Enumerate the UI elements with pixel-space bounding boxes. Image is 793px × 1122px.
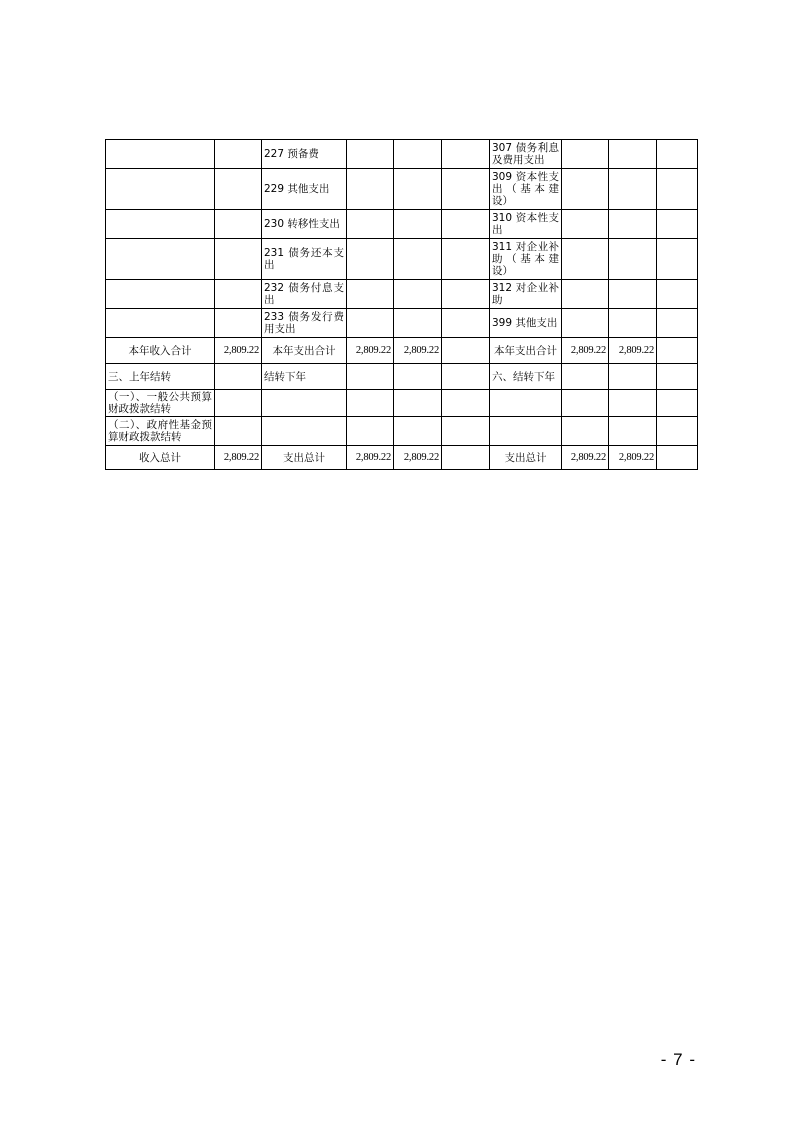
table-row — [106, 309, 698, 338]
annual-expense-total-label: 本年支出合计 — [262, 338, 347, 364]
empty-cell — [394, 364, 442, 390]
next-year-carryover-label: 结转下年 — [262, 364, 347, 390]
empty-cell — [609, 210, 657, 239]
empty-cell — [394, 280, 442, 309]
empty-cell — [657, 280, 698, 309]
empty-cell — [106, 210, 215, 239]
empty-cell — [657, 390, 698, 417]
expense-item-310: 310 资本性支出 — [490, 210, 562, 239]
empty-cell — [262, 417, 347, 446]
empty-cell — [347, 140, 394, 169]
budget-table — [105, 139, 698, 470]
grand-expense-total-value: 2,809.22 — [347, 446, 394, 470]
empty-cell — [562, 169, 609, 210]
empty-cell — [657, 417, 698, 446]
expense-item-312: 312 对企业补助 — [490, 280, 562, 309]
expense-item-229: 229 其他支出 — [262, 169, 347, 210]
grand-expense-total-value-right: 2,809.22 — [562, 446, 609, 470]
annual-income-total-label: 本年收入合计 — [106, 338, 215, 364]
empty-cell — [609, 280, 657, 309]
empty-cell — [609, 309, 657, 338]
empty-cell — [394, 169, 442, 210]
expense-item-231: 231 债务还本支出 — [262, 239, 347, 280]
empty-cell — [215, 239, 262, 280]
grand-total-row — [106, 446, 698, 470]
empty-cell — [657, 239, 698, 280]
empty-cell — [609, 140, 657, 169]
empty-cell — [442, 364, 490, 390]
empty-cell — [347, 390, 394, 417]
empty-cell — [562, 390, 609, 417]
empty-cell — [442, 140, 490, 169]
table-row — [106, 280, 698, 309]
gov-fund-carryover-label: （二）、政府性基金预算财政拨款结转 — [106, 417, 215, 446]
empty-cell — [394, 390, 442, 417]
empty-cell — [609, 364, 657, 390]
empty-cell — [106, 140, 215, 169]
empty-cell — [442, 390, 490, 417]
empty-cell — [657, 338, 698, 364]
annual-expense-total-value: 2,809.22 — [347, 338, 394, 364]
table-row — [106, 210, 698, 239]
empty-cell — [215, 140, 262, 169]
empty-cell — [262, 390, 347, 417]
empty-cell — [347, 239, 394, 280]
annual-expense-total-value: 2,809.22 — [394, 338, 442, 364]
empty-cell — [442, 417, 490, 446]
empty-cell — [394, 140, 442, 169]
right-next-year-carryover-label: 六、结转下年 — [490, 364, 562, 390]
empty-cell — [106, 280, 215, 309]
prior-year-carryover-label: 三、上年结转 — [106, 364, 215, 390]
empty-cell — [442, 446, 490, 470]
empty-cell — [347, 169, 394, 210]
grand-expense-total-value-right: 2,809.22 — [609, 446, 657, 470]
empty-cell — [442, 338, 490, 364]
empty-cell — [394, 239, 442, 280]
empty-cell — [562, 309, 609, 338]
empty-cell — [347, 210, 394, 239]
empty-cell — [215, 210, 262, 239]
empty-cell — [609, 239, 657, 280]
table-row — [106, 417, 698, 446]
empty-cell — [657, 364, 698, 390]
empty-cell — [442, 239, 490, 280]
annual-total-row — [106, 338, 698, 364]
expense-item-311: 311 对企业补助（基本建设） — [490, 239, 562, 280]
expense-item-227: 227 预备费 — [262, 140, 347, 169]
expense-item-399: 399 其他支出 — [490, 309, 562, 338]
empty-cell — [562, 280, 609, 309]
grand-income-total-label: 收入总计 — [106, 446, 215, 470]
empty-cell — [562, 140, 609, 169]
expense-item-232: 232 债务付息支出 — [262, 280, 347, 309]
empty-cell — [657, 309, 698, 338]
empty-cell — [215, 417, 262, 446]
empty-cell — [442, 280, 490, 309]
empty-cell — [562, 417, 609, 446]
empty-cell — [657, 169, 698, 210]
empty-cell — [106, 239, 215, 280]
empty-cell — [442, 210, 490, 239]
empty-cell — [562, 364, 609, 390]
expense-item-309: 309 资本性支出（基本建设） — [490, 169, 562, 210]
annual-income-total-value: 2,809.22 — [215, 338, 262, 364]
empty-cell — [657, 140, 698, 169]
empty-cell — [609, 417, 657, 446]
empty-cell — [394, 417, 442, 446]
empty-cell — [106, 169, 215, 210]
empty-cell — [490, 417, 562, 446]
general-budget-carryover-label: （一）、一般公共预算财政拨款结转 — [106, 390, 215, 417]
grand-income-total-value: 2,809.22 — [215, 446, 262, 470]
empty-cell — [657, 210, 698, 239]
empty-cell — [394, 309, 442, 338]
carryover-row — [106, 364, 698, 390]
empty-cell — [562, 239, 609, 280]
expense-item-307: 307 债务利息及费用支出 — [490, 140, 562, 169]
empty-cell — [215, 364, 262, 390]
annual-expense-total-value-right: 2,809.22 — [562, 338, 609, 364]
empty-cell — [215, 309, 262, 338]
table-row — [106, 169, 698, 210]
table-row — [106, 390, 698, 417]
empty-cell — [347, 364, 394, 390]
empty-cell — [215, 169, 262, 210]
empty-cell — [609, 169, 657, 210]
grand-expense-total-label: 支出总计 — [262, 446, 347, 470]
empty-cell — [347, 417, 394, 446]
page-number: - 7 - — [660, 1050, 696, 1069]
empty-cell — [394, 210, 442, 239]
annual-expense-total-label-right: 本年支出合计 — [490, 338, 562, 364]
empty-cell — [490, 390, 562, 417]
grand-expense-total-value: 2,809.22 — [394, 446, 442, 470]
empty-cell — [609, 390, 657, 417]
expense-item-233: 233 债务发行费用支出 — [262, 309, 347, 338]
annual-expense-total-value-right: 2,809.22 — [609, 338, 657, 364]
empty-cell — [215, 280, 262, 309]
empty-cell — [442, 169, 490, 210]
empty-cell — [347, 309, 394, 338]
empty-cell — [657, 446, 698, 470]
empty-cell — [106, 309, 215, 338]
empty-cell — [347, 280, 394, 309]
expense-item-230: 230 转移性支出 — [262, 210, 347, 239]
table-row — [106, 239, 698, 280]
table-row — [106, 140, 698, 169]
empty-cell — [215, 390, 262, 417]
grand-expense-total-label-right: 支出总计 — [490, 446, 562, 470]
empty-cell — [562, 210, 609, 239]
empty-cell — [442, 309, 490, 338]
